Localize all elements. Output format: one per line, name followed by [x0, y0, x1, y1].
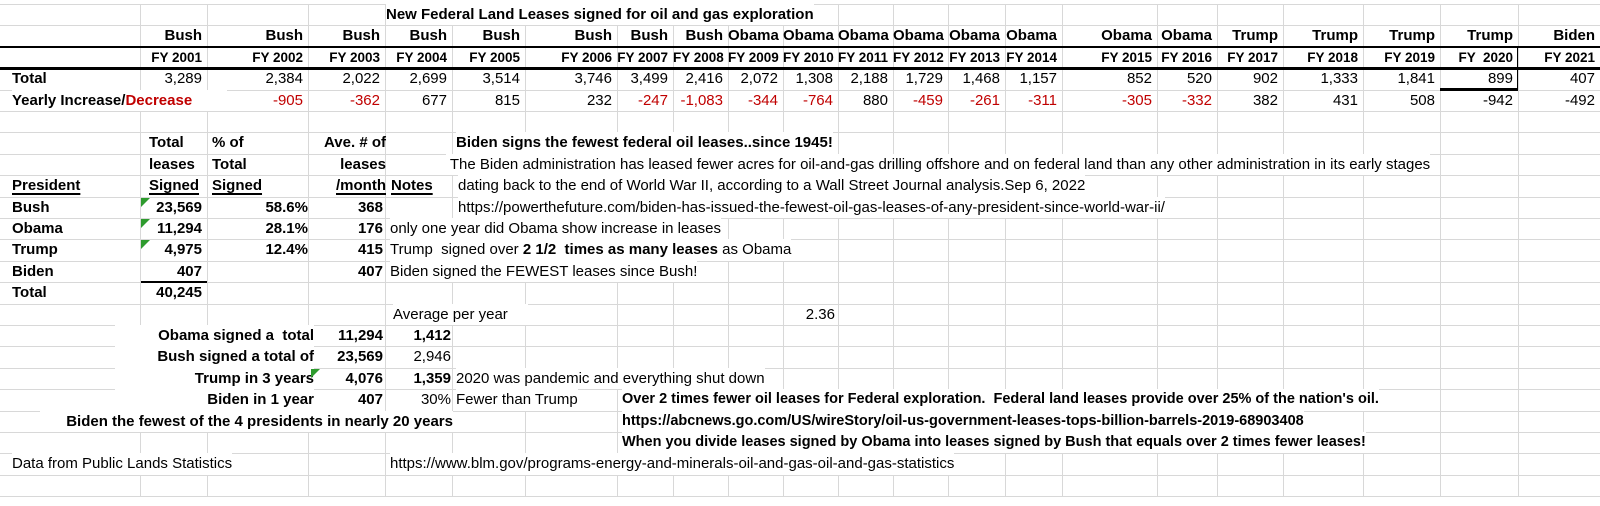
biden-fewest-note[interactable]: Biden the fewest of the 4 presidents in nearly 20 years: [40, 411, 453, 432]
year-change-cell[interactable]: -492: [1564, 91, 1595, 109]
year-president-cell[interactable]: Obama: [1006, 27, 1057, 45]
year-change-cell[interactable]: 677: [421, 91, 447, 109]
header-signed-line3[interactable]: [149, 175, 199, 196]
year-change-cell[interactable]: -942: [1482, 91, 1513, 109]
year-change-cell[interactable]: -311: [1028, 91, 1057, 109]
year-fy-cell[interactable]: FY 2020: [1458, 49, 1513, 65]
year-fy-cell[interactable]: FY 2009: [728, 49, 779, 65]
year-fy-cell[interactable]: FY 2012: [893, 49, 944, 65]
year-fy-cell[interactable]: FY 2006: [561, 49, 612, 65]
year-change-cell[interactable]: -261: [969, 91, 1000, 109]
year-total-cell[interactable]: 520: [1186, 70, 1212, 88]
header-signed-label: Signed: [149, 177, 200, 195]
year-president-cell[interactable]: Bush: [265, 27, 303, 45]
summary-pct-cell[interactable]: 28.1%: [265, 220, 308, 237]
year-total-cell[interactable]: 852: [1126, 70, 1152, 88]
totals-v2-cell[interactable]: 1,359: [413, 369, 451, 387]
year-total-cell[interactable]: 3,514: [482, 70, 520, 88]
summary-permonth-cell[interactable]: 415: [357, 241, 383, 259]
year-fy-cell[interactable]: FY 2010: [783, 49, 834, 65]
header-avg-line1[interactable]: Ave. # of: [324, 134, 386, 152]
year-president-cell[interactable]: Bush: [482, 27, 520, 45]
data-source-label[interactable]: Data from Public Lands Statistics: [12, 453, 232, 474]
headline-title[interactable]: Biden signs the fewest federal oil leases..since 1945!: [456, 132, 833, 153]
year-president-cell[interactable]: Bush: [630, 27, 668, 45]
powerthefuture-link[interactable]: https://powerthefuture.com/biden-has-issued-the-fewest-oil-gas-leases-of-any-president-since-world-war-ii/: [458, 197, 1165, 218]
year-president-cell[interactable]: Obama: [783, 27, 834, 45]
year-total-cell[interactable]: 2,416: [685, 70, 723, 88]
year-president-cell[interactable]: Bush: [164, 27, 202, 45]
totals-v2-cell[interactable]: 30%: [420, 391, 451, 409]
year-total-cell[interactable]: 2,384: [265, 70, 303, 88]
fy-row-border: [0, 67, 1600, 70]
year-president-cell[interactable]: Biden: [1553, 27, 1595, 45]
year-total-cell[interactable]: 2,022: [342, 70, 380, 88]
year-total-cell[interactable]: 899: [1487, 70, 1513, 88]
year-fy-cell[interactable]: FY 2011: [838, 49, 889, 65]
year-president-cell[interactable]: Obama: [728, 27, 779, 45]
year-total-cell[interactable]: 1,157: [1019, 70, 1057, 88]
totals-v1-cell[interactable]: 11,294: [337, 327, 383, 344]
header-avg-label: /month: [336, 177, 386, 195]
year-fy-cell[interactable]: FY 2005: [469, 49, 520, 65]
header-avg-line2[interactable]: leases: [340, 155, 386, 173]
year-president-cell[interactable]: Obama: [949, 27, 1000, 45]
summary-permonth-cell[interactable]: 176: [357, 220, 383, 237]
summary-note-part: 2 1/2 times as many leases: [522, 241, 718, 259]
error-flag-icon: [141, 198, 150, 207]
summary-president-cell[interactable]: Total: [12, 284, 47, 302]
year-total-cell[interactable]: 3,746: [574, 70, 612, 88]
header-pct-line1[interactable]: % of: [212, 134, 244, 152]
header-signed-line1[interactable]: Total: [149, 134, 184, 152]
fy2020-total-underline: [1440, 88, 1518, 91]
totals-label-cell[interactable]: Biden in 1 year: [115, 389, 314, 410]
summary-permonth-cell[interactable]: 407: [357, 262, 383, 280]
year-fy-cell[interactable]: FY 2013: [949, 49, 1000, 65]
year-president-cell[interactable]: Obama: [1161, 27, 1212, 45]
year-total-cell[interactable]: 1,729: [905, 70, 943, 88]
summary-note-part: as Obama: [717, 241, 792, 259]
summary-signed-cell[interactable]: 11,294: [156, 220, 202, 237]
year-change-cell[interactable]: -247: [637, 91, 668, 109]
year-fy-cell[interactable]: FY 2003: [329, 49, 380, 65]
blm-link[interactable]: https://www.blm.gov/programs-energy-and-minerals-oil-and-gas-oil-and-gas-statistics: [390, 453, 954, 474]
year-change-cell[interactable]: -459: [912, 91, 943, 109]
year-total-cell[interactable]: 3,499: [630, 70, 668, 88]
year-president-cell[interactable]: Bush: [342, 27, 380, 45]
year-change-cell[interactable]: -305: [1121, 91, 1152, 109]
year-total-cell[interactable]: 1,308: [795, 70, 833, 88]
year-president-cell[interactable]: Obama: [1101, 27, 1152, 45]
year-president-cell[interactable]: Obama: [893, 27, 944, 45]
year-fy-cell[interactable]: FY 2021: [1544, 49, 1595, 65]
average-per-year-value[interactable]: 2.36: [805, 305, 835, 323]
summary-president-cell[interactable]: Trump: [12, 241, 58, 259]
year-president-cell[interactable]: Obama: [838, 27, 889, 45]
year-fy-cell[interactable]: FY 2019: [1384, 49, 1435, 65]
yearly-row-label[interactable]: [12, 90, 227, 111]
summary-signed-cell[interactable]: 407: [176, 262, 202, 280]
summary-president-cell[interactable]: Bush: [12, 198, 50, 216]
summary-president-cell[interactable]: Obama: [12, 220, 63, 237]
totals-v1-cell[interactable]: 23,569: [337, 348, 383, 366]
summary-signed-cell[interactable]: 23,569: [156, 198, 202, 216]
year-total-cell[interactable]: 902: [1252, 70, 1278, 88]
year-president-cell[interactable]: Bush: [574, 27, 612, 45]
year-total-cell[interactable]: 1,468: [962, 70, 1000, 88]
header-pct-line2[interactable]: Total: [212, 155, 247, 173]
year-fy-cell[interactable]: FY 2017: [1227, 49, 1278, 65]
biden-signed-underline: [141, 281, 207, 283]
header-notes-label: Notes: [391, 177, 433, 195]
total-row-label[interactable]: Total: [12, 70, 47, 88]
year-total-cell[interactable]: 3,289: [164, 70, 202, 88]
year-fy-cell[interactable]: FY 2014: [1006, 49, 1057, 65]
yearly-label-black: Yearly Increase/: [12, 91, 126, 109]
h-gridline: [0, 496, 1600, 497]
year-change-cell[interactable]: -332: [1181, 91, 1212, 109]
year-fy-cell[interactable]: FY 2004: [396, 49, 447, 65]
year-fy-cell[interactable]: FY 2008: [673, 49, 724, 65]
summary-pct-cell[interactable]: 58.6%: [265, 198, 308, 216]
summary-president-cell[interactable]: Biden: [12, 262, 54, 280]
yearly-label-red: Decrease: [125, 91, 193, 109]
error-flag-icon: [311, 369, 320, 378]
year-total-cell[interactable]: 1,841: [1397, 70, 1435, 88]
error-flag-icon: [141, 219, 150, 228]
headline-body-1[interactable]: The Biden administration has leased fewer acres for oil-and-gas drilling offshore and on federal land than any other administration in its early stages: [446, 154, 1430, 175]
year-fy-cell[interactable]: FY 2018: [1307, 49, 1358, 65]
year-president-cell[interactable]: Trump: [1467, 27, 1513, 45]
summary-signed-cell[interactable]: 40,245: [156, 284, 202, 302]
year-change-cell[interactable]: 232: [586, 91, 612, 109]
year-fy-cell[interactable]: FY 2002: [252, 49, 303, 65]
year-president-cell[interactable]: Trump: [1232, 27, 1278, 45]
summary-note-cell[interactable]: only one year did Obama show increase in leases: [390, 218, 721, 239]
totals-note-cell[interactable]: 2020 was pandemic and everything shut down: [456, 368, 765, 389]
totals-v2-cell[interactable]: 2,946: [413, 348, 451, 366]
header-signed-line2[interactable]: leases: [149, 155, 195, 173]
totals-v1-cell[interactable]: 4,076: [345, 369, 383, 387]
year-president-cell[interactable]: Trump: [1312, 27, 1358, 45]
year-total-cell[interactable]: 2,188: [850, 70, 888, 88]
totals-label-cell[interactable]: Bush signed a total of: [115, 346, 314, 367]
header-pct-line3[interactable]: [212, 175, 262, 196]
summary-signed-cell[interactable]: 4,975: [164, 241, 202, 259]
divide-leases-note[interactable]: When you divide leases signed by Obama into leases signed by Bush that equals over 2 times fewer leases!: [622, 432, 1366, 453]
error-flag-icon: [141, 240, 150, 249]
summary-pct-cell[interactable]: [209, 261, 308, 282]
year-change-cell[interactable]: -905: [272, 91, 303, 109]
year-change-cell[interactable]: -362: [349, 91, 380, 109]
header-president-label: President: [12, 177, 81, 195]
headline-body-2[interactable]: dating back to the end of World War II, according to a Wall Street Journal analysis.Sep 6, 2022: [458, 175, 1085, 196]
summary-note-cell[interactable]: [390, 239, 791, 260]
h-gridline: [0, 282, 1600, 283]
year-fy-cell[interactable]: FY 2001: [151, 49, 202, 65]
fy2020-right-border: [1517, 46, 1519, 90]
header-president[interactable]: [12, 175, 80, 196]
year-fy-cell[interactable]: FY 2015: [1101, 49, 1152, 65]
year-change-cell[interactable]: 431: [1332, 91, 1358, 109]
over-2-times-note[interactable]: Over 2 times fewer oil leases for Federal exploration. Federal land leases provide over 25% of the nation's oil.: [622, 389, 1379, 410]
year-change-cell[interactable]: -344: [747, 91, 778, 109]
year-fy-cell[interactable]: FY 2016: [1161, 49, 1212, 65]
header-pct-label: Signed: [212, 177, 263, 195]
year-total-cell[interactable]: 2,072: [740, 70, 778, 88]
year-total-cell[interactable]: 407: [1569, 70, 1595, 88]
header-avg-line3[interactable]: [310, 175, 386, 196]
header-notes[interactable]: [391, 175, 433, 196]
year-change-cell[interactable]: 382: [1252, 91, 1278, 109]
h-gridline: [0, 111, 1600, 112]
h-gridline: [0, 475, 1600, 476]
totals-label-cell[interactable]: Trump in 3 years: [115, 368, 314, 389]
year-president-cell[interactable]: Bush: [685, 27, 723, 45]
totals-note-cell[interactable]: Fewer than Trump: [456, 389, 578, 410]
year-president-cell[interactable]: Trump: [1389, 27, 1435, 45]
average-per-year-label[interactable]: Average per year: [393, 304, 528, 325]
totals-label-cell[interactable]: Obama signed a total: [115, 325, 314, 346]
year-total-cell[interactable]: 2,699: [409, 70, 447, 88]
year-change-cell[interactable]: -764: [802, 91, 833, 109]
summary-note-part: Trump signed over: [390, 241, 523, 259]
year-change-cell[interactable]: -1,083: [680, 91, 723, 109]
year-change-cell[interactable]: 815: [494, 91, 520, 109]
abcnews-link[interactable]: https://abcnews.go.com/US/wireStory/oil-us-government-leases-tops-billion-barrels-2019-68903408: [622, 411, 1304, 432]
year-total-cell[interactable]: 1,333: [1320, 70, 1358, 88]
summary-note-cell[interactable]: Biden signed the FEWEST leases since Bush!: [390, 261, 697, 282]
summary-pct-cell[interactable]: 12.4%: [265, 241, 308, 259]
summary-permonth-cell[interactable]: 368: [357, 198, 383, 216]
presidents-row-border: [0, 46, 1600, 48]
year-change-cell[interactable]: 508: [1409, 91, 1435, 109]
year-president-cell[interactable]: Bush: [409, 27, 447, 45]
totals-v2-cell[interactable]: 1,412: [413, 327, 451, 344]
year-fy-cell[interactable]: FY 2007: [617, 49, 668, 65]
totals-v1-cell[interactable]: 407: [357, 391, 383, 409]
sheet-title[interactable]: New Federal Land Leases signed for oil and gas exploration: [386, 4, 814, 25]
year-change-cell[interactable]: 880: [862, 91, 888, 109]
